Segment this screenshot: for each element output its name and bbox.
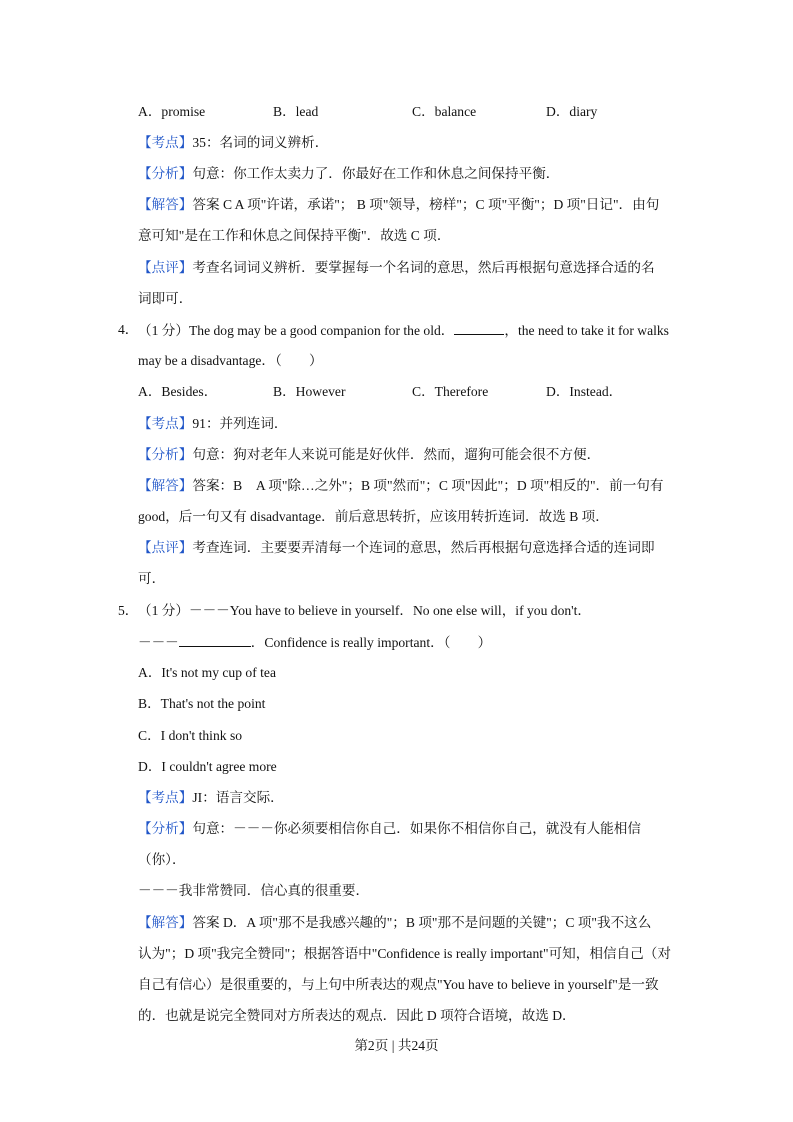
- dianping-tag: 【点评】: [138, 540, 193, 555]
- fenxi-text: 句意：－－－你必须要相信你自己．如果你不相信你自己，就没有人能相信: [192, 821, 641, 836]
- dianping-text: 考查连词．主要要弄清每一个连词的意思，然后再根据句意选择合适的连词即: [192, 540, 655, 555]
- q4-stem-line2: may be a disadvantage．（ ）: [138, 353, 323, 368]
- jieda-text: 答案 C A 项"许诺，承诺"； B 项"领导，榜样"；C 项"平衡"；D 项"日记"．由句: [192, 197, 660, 212]
- q3-kaodian: [138, 133, 675, 153]
- q4-option-c: C．Therefore: [412, 384, 489, 399]
- q5-dash: －－－: [138, 635, 179, 650]
- q5-fenxi-cont: （你）．: [138, 852, 186, 867]
- q5-option-a: A．It's not my cup of tea: [138, 665, 276, 680]
- q3-option-c: C．balance: [412, 104, 477, 119]
- q5-stem-line2: [138, 632, 675, 653]
- q3-option-a: A．promise: [138, 104, 206, 119]
- q5-jieda-cont1: 认为"；D 项"我完全赞同"；根据答语中"Confidence is really important"可知，相信自己（对: [138, 946, 671, 961]
- q3-dianping: [138, 258, 675, 278]
- q5-option-c: C．I don't think so: [138, 728, 243, 743]
- fenxi-text: 句意：你工作太卖力了．你最好在工作和休息之间保持平衡．: [192, 166, 560, 181]
- q4-stem-line1: [138, 320, 675, 341]
- kaodian-tag: 【考点】: [138, 135, 193, 150]
- q5-fenxi-reply: －－－我非常赞同．信心真的很重要．: [138, 883, 370, 898]
- q4-fenxi: [138, 445, 675, 465]
- q5-answer-blank[interactable]: [179, 632, 251, 647]
- q4-dianping: [138, 538, 675, 558]
- fenxi-tag: 【分析】: [138, 166, 193, 181]
- q5-option-b: B．That's not the point: [138, 696, 266, 711]
- q4-jieda: [138, 476, 675, 496]
- fenxi-tag: 【分析】: [138, 821, 193, 836]
- jieda-tag: 【解答】: [138, 478, 193, 493]
- q4-option-d: D．Instead．: [546, 384, 623, 399]
- q4-dianping-cont: 可．: [138, 571, 166, 586]
- jieda-tag: 【解答】: [138, 915, 193, 930]
- jieda-text: 答案 D．A 项"那不是我感兴趣的"；B 项"那不是问题的关键"；C 项"我不这么: [192, 915, 652, 930]
- q4-number: 4．: [118, 322, 139, 337]
- q3-jieda-cont: 意可知"是在工作和休息之间保持平衡"．故选 C 项．: [138, 228, 451, 243]
- page-footer: 第2页 | 共24页: [354, 1038, 439, 1053]
- kaodian-text: 35：名词的词义辨析．: [192, 135, 329, 150]
- q5-jieda-cont3: 的．也就是说完全赞同对方所表达的观点．因此 D 项符合语境，故选 D．: [138, 1008, 576, 1023]
- kaodian-text: 91：并列连词．: [192, 416, 288, 431]
- q3-dianping-cont: 词即可．: [138, 291, 193, 306]
- q5-jieda-cont2: 自己有信心）是很重要的，与上句中所表达的观点"You have to believe in yourself"是一致: [138, 977, 659, 992]
- q4-option-a: A．Besides．: [138, 384, 218, 399]
- dianping-text: 考查名词词义辨析．要掌握每一个名词的意思，然后再根据句意选择合适的名: [192, 260, 655, 275]
- fenxi-tag: 【分析】: [138, 447, 193, 462]
- q4-answer-blank[interactable]: [454, 320, 504, 335]
- q4-stem-b: ，the need to take it for walks: [504, 323, 669, 338]
- kaodian-text: JI：语言交际．: [192, 790, 284, 805]
- kaodian-tag: 【考点】: [138, 416, 193, 431]
- jieda-tag: 【解答】: [138, 197, 193, 212]
- jieda-text: 答案：B A 项"除…之外"；B 项"然而"；C 项"因此"；D 项"相反的"．前一句有: [192, 478, 664, 493]
- fenxi-text: 句意：狗对老年人来说可能是好伙伴．然而，遛狗可能会很不方便．: [192, 447, 601, 462]
- q4-jieda-cont: good，后一句又有 disadvantage．前后意思转折，应该用转折连词．故选 B 项．: [138, 509, 609, 524]
- q3-option-d: D．diary: [546, 104, 598, 119]
- q5-kaodian: [138, 788, 675, 808]
- q4-stem-a: （1 分）The dog may be a good companion for the old．: [138, 323, 455, 338]
- q5-fenxi: [138, 819, 675, 839]
- q3-jieda: [138, 195, 675, 215]
- q5-number: 5．: [118, 603, 139, 618]
- kaodian-tag: 【考点】: [138, 790, 193, 805]
- dianping-tag: 【点评】: [138, 260, 193, 275]
- q3-fenxi: [138, 164, 675, 184]
- q5-stem-b: ．Confidence is really important．（ ）: [250, 635, 492, 650]
- q5-stem-line1: （1 分）－－－You have to believe in yourself．No one else will，if you don't．: [138, 603, 592, 618]
- q4-kaodian: [138, 414, 675, 434]
- q3-option-b: B．lead: [273, 104, 319, 119]
- q5-jieda: [138, 913, 675, 933]
- q5-option-d: D．I couldn't agree more: [138, 759, 277, 774]
- q4-option-b: B．However: [273, 384, 346, 399]
